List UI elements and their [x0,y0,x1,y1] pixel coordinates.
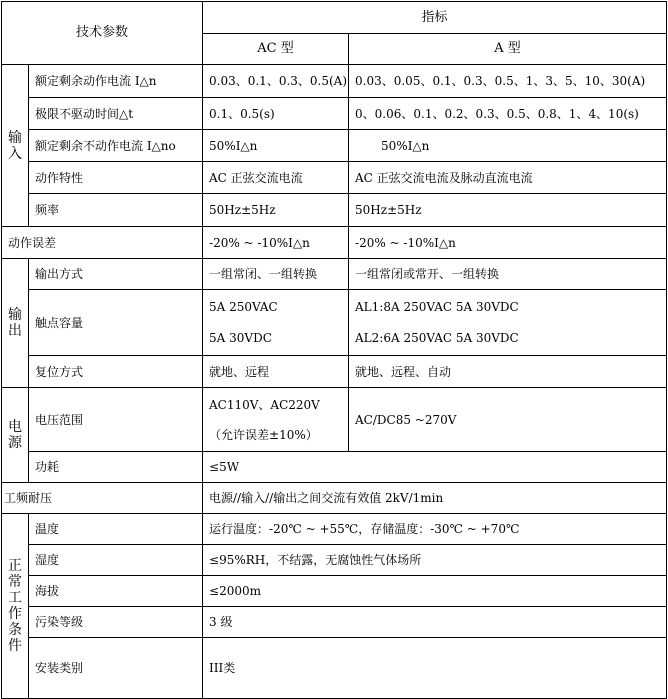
non-operate-label: 额定剩余不动作电流 I△no [29,130,203,162]
frequency-ac: 50Hz±5Hz [203,194,349,227]
humidity-label: 湿度 [29,545,203,576]
table-row [2,65,667,98]
table-row [2,545,667,576]
action-error-label: 动作误差 [2,227,203,259]
limit-time-a: 0、0.06、0.1、0.2、0.3、0.5、0.8、1、4、10(s) [349,98,667,130]
altitude-label: 海拔 [29,576,203,607]
altitude-value: ≤2000m [203,576,667,607]
temperature-label: 温度 [29,514,203,545]
action-char-a: AC 正弦交流电流及脉动直流电流 [349,162,667,194]
limit-time-label: 极限不驱动时间△t [29,98,203,130]
reset-label: 复位方式 [29,356,203,388]
table-row [2,227,667,259]
withstand-value: 电源//输入//输出之间交流有效值 2kV/1min [203,483,667,514]
output-mode-label: 输出方式 [29,259,203,290]
contact-cap-label: 触点容量 [29,290,203,356]
table-row [2,130,667,162]
power-section-label: 电 源 [2,388,29,483]
table-row [2,607,667,638]
action-error-a: -20% ~ -10%I△n [349,227,667,259]
table-row [2,259,667,290]
ac-type-header: AC 型 [203,34,349,65]
rated-current-ac: 0.03、0.1、0.3、0.5(A) [203,65,349,98]
table-row [2,290,667,356]
table-row [2,388,667,452]
table-row [2,452,667,483]
action-char-label: 动作特性 [29,162,203,194]
param-header: 技术参数 [2,2,203,65]
limit-time-ac: 0.1、0.5(s) [203,98,349,130]
install-label: 安装类别 [29,638,203,699]
table-row [2,514,667,545]
reset-a: 就地、远程、自动 [349,356,667,388]
env-section-label: 正 常 工 作 条 件 [2,514,29,699]
voltage-a: AC/DC85 ~270V [349,388,667,452]
table-row [2,98,667,130]
frequency-label: 频率 [29,194,203,227]
table-row [2,194,667,227]
contact-cap-ac: 5A 250VAC 5A 30VDC [203,290,349,356]
contact-cap-a: AL1:8A 250VAC 5A 30VDC AL2:6A 250VAC 5A 30VDC [349,290,667,356]
action-char-ac: AC 正弦交流电流 [203,162,349,194]
rated-current-a: 0.03、0.05、0.1、0.3、0.5、1、3、5、10、30(A) [349,65,667,98]
output-mode-ac: 一组常闭、一组转换 [203,259,349,290]
reset-ac: 就地、远程 [203,356,349,388]
spec-table [1,1,667,699]
table-row [2,576,667,607]
output-section-label: 输 出 [2,259,29,388]
humidity-value: ≤95%RH，不结露，无腐蚀性气体场所 [203,545,667,576]
table-row [2,356,667,388]
withstand-label: 工频耐压 [2,483,203,514]
non-operate-a: 50%I△n [349,130,667,162]
rated-current-label: 额定剩余动作电流 I△n [29,65,203,98]
output-mode-a: 一组常闭或常开、一组转换 [349,259,667,290]
table-row [2,638,667,699]
install-value: III类 [203,638,667,699]
voltage-label: 电压范围 [29,388,203,452]
indicator-header: 指标 [203,2,667,34]
action-error-ac: -20% ~ -10%I△n [203,227,349,259]
power-use-value: ≤5W [203,452,667,483]
temperature-value: 运行温度：-20℃ ~ +55℃，存储温度：-30℃ ~ +70℃ [203,514,667,545]
table-row [2,162,667,194]
input-section-label: 输 入 [2,65,29,227]
non-operate-ac: 50%I△n [203,130,349,162]
a-type-header: A 型 [349,34,667,65]
power-use-label: 功耗 [29,452,203,483]
table-row [2,483,667,514]
voltage-ac: AC110V、AC220V （允许误差±10%） [203,388,349,452]
frequency-a: 50Hz±5Hz [349,194,667,227]
pollution-value: 3 级 [203,607,667,638]
header-row [2,2,667,34]
pollution-label: 污染等级 [29,607,203,638]
